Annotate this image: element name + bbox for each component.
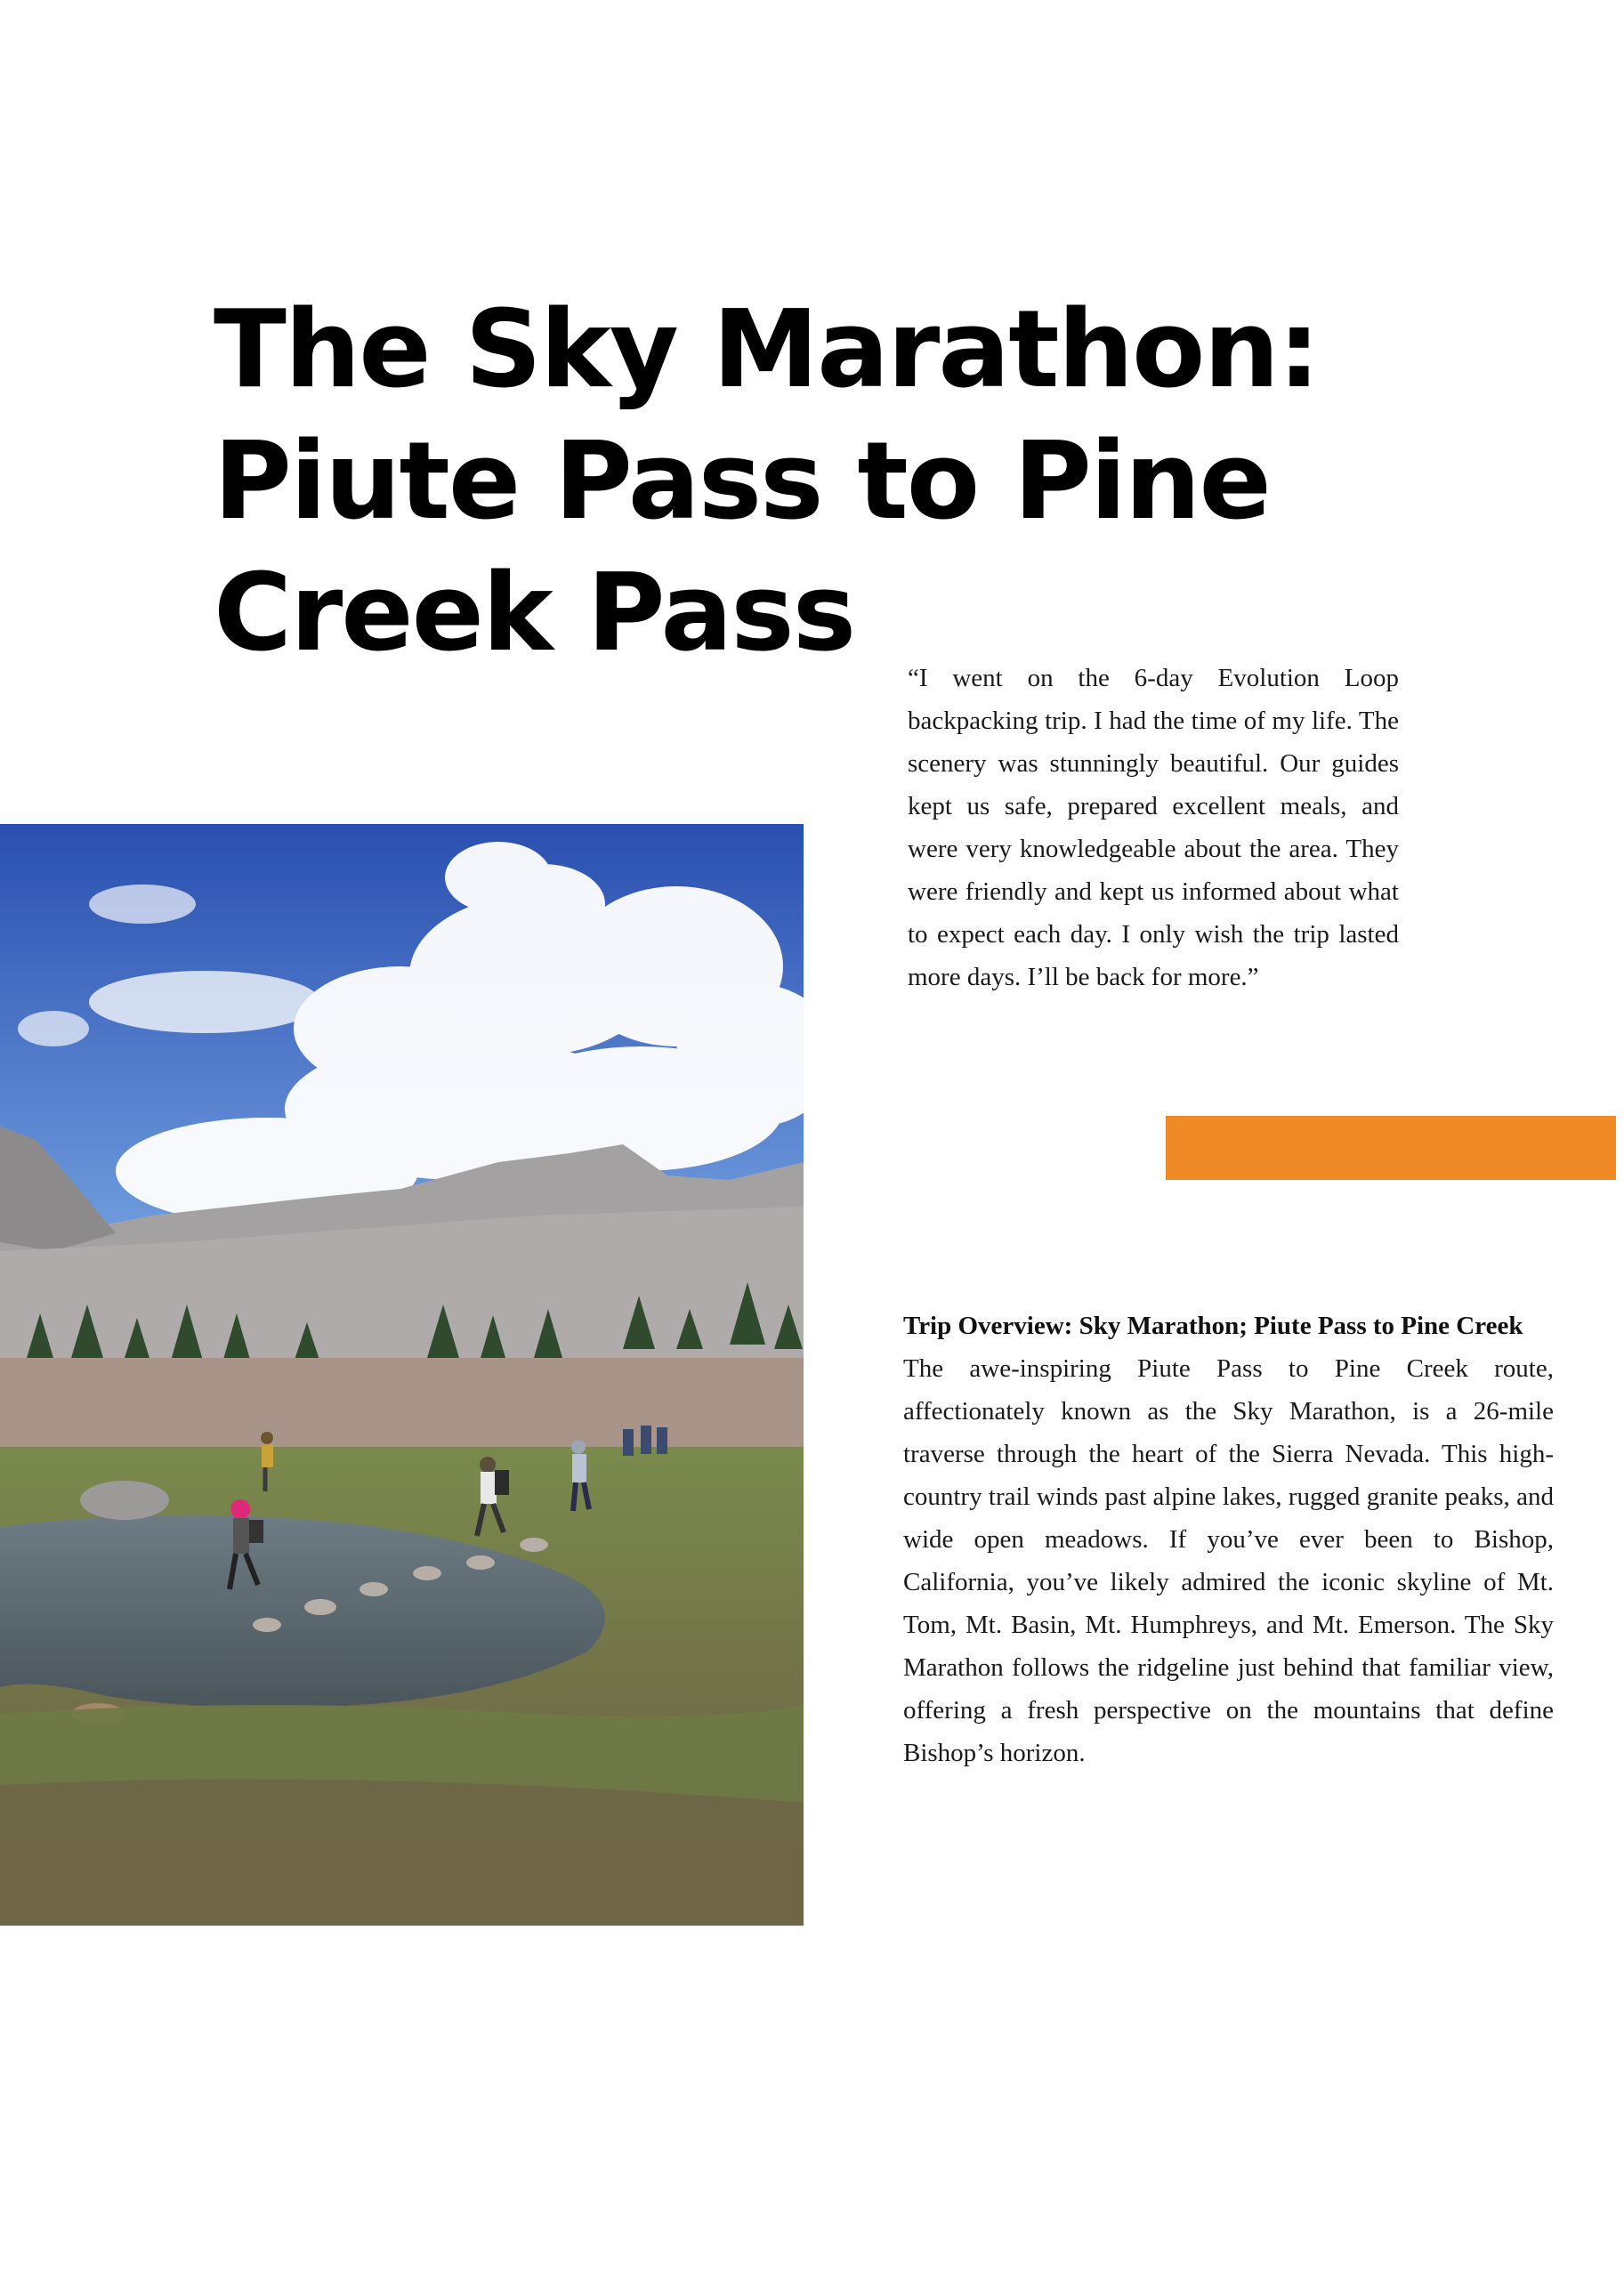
trip-overview-section <box>903 1305 1554 1774</box>
trip-overview-body: The awe-inspiring Piute Pass to Pine Creek route, affectionately known as the Sky Marathon, is a 26-mile traverse through the heart of the Sierra Nevada. This high-country trail winds past alpine lakes, rugged granite peaks, and wide open meadows. If you’ve ever been to Bishop, California, you’ve likely admired the iconic skyline of Mt. Tom, Mt. Basin, Mt. Humphreys, and Mt. Emerson. The Sky Marathon follows the ridgeline just behind that familiar view, offering a fresh perspective on the mountains that define Bishop’s horizon. <box>903 1354 1554 1767</box>
hikers-crossing-stream-photo <box>0 824 804 1926</box>
testimonial-quote: “I went on the 6-day Evolution Loop backpacking trip. I had the time of my life. The scenery was stunningly beautiful. Our guides kept us safe, prepared excellent meals, and were very knowledgeable about the area. They were friendly and kept us informed about what to expect each day. I only wish the trip lasted more days. I’ll be back for more.” <box>908 664 1399 991</box>
page-title: The Sky Marathon: Piute Pass to Pine Creek Pass <box>214 288 1319 675</box>
trip-overview-heading: Trip Overview: Sky Marathon; Piute Pass to Pine Creek <box>903 1312 1523 1340</box>
accent-bar <box>1166 1116 1616 1180</box>
